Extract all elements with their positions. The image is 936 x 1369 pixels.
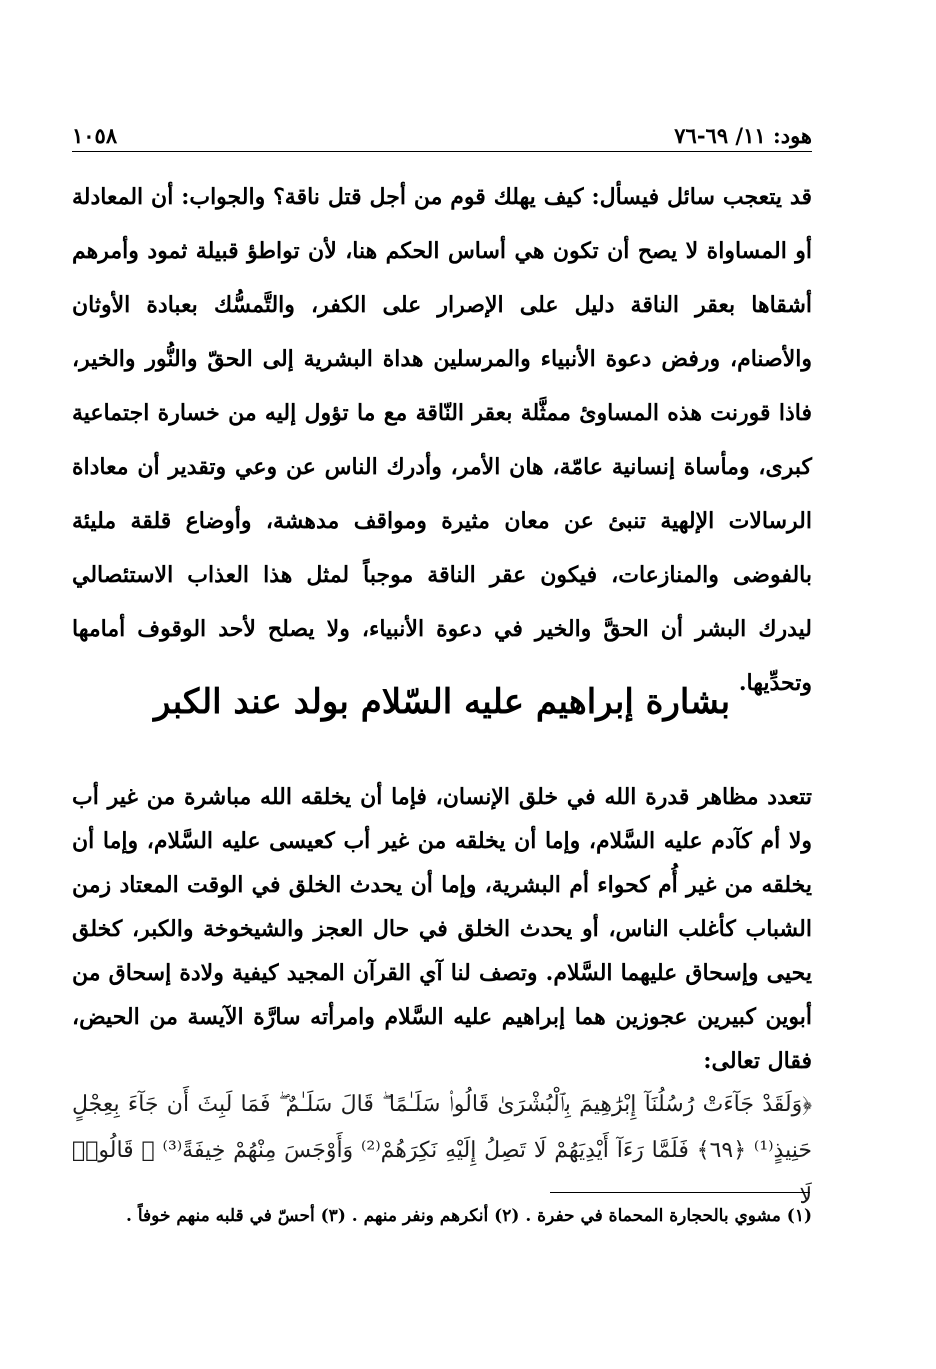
header-divider xyxy=(72,151,812,152)
section-heading: بشارة إبراهيم عليه السّلام بولد عند الكبر xyxy=(153,682,731,722)
quran-verse: ﴿وَلَقَدْ جَآءَتْ رُسُلُنَآ إِبْرَٰهِيمَ بِٱلْبُشْرَىٰ قَالُوا۟ سَلَـٰمًا ۖ قَالَ سَلَـٰمٌ ۖ فَمَا لَبِثَ أَن جَآءَ بِعِجْلٍ حَنِيذٍ⁽¹⁾ ﴿٦٩﴾ فَلَمَّا رَءَآ أَيْدِيَهُمْ لَا تَصِلُ إِلَيْهِ نَكِرَهُمْ⁽²⁾ وَأَوْجَسَ مِنْهُمْ خِيفَةً⁽³⁾ ۚ قَالُوا۟ لَا xyxy=(72,1092,812,1209)
chapter-reference: هود: ١١/ ٦٩-٧٦ xyxy=(674,123,812,148)
page-number: ١٠٥٨ xyxy=(72,123,118,148)
commentary-paragraph: قد يتعجب سائل فيسأل: كيف يهلك قوم من أجل قتل ناقة؟ والجواب: أن المعادلة أو المساواة لا يصح أن تكون هي أساس الحكم هنا، لأن تواطؤ قبيلة ثمود وأمرهم أشقاها بعقر الناقة دليل على الإصرار على الكفر، والتَّمسُّك بعبادة الأوثان والأصنام، ورفض دعوة الأنبياء والمرسلين هداة البشرية إلى الحقّ والنُّور والخير، فاذا قورنت هذه المساوئ ممثَّلة بعقر النّاقة مع ما تؤول إليه من خسارة اجتماعية كبرى، ومأساة إنسانية عامّة، هان الأمر، وأدرك الناس عن وعي وتقدير أن معاداة الرسالات الإلهية تنبئ عن معان مثيرة ومواقف مدهشة، وأوضاع قلقة مليئة بالفوضى والمنازعات، فيكون عقر الناقة موجباً لمثل هذا العذاب الاستئصالي ليدرك البشر أن الحقَّ والخير في دعوة الأنبياء، ولا يصلح لأحد الوقوف أمامها وتحدِّيها. xyxy=(72,184,812,696)
footnotes: (١) مشوي بالحجارة المحماة في حفرة . (٢) أنكرهم ونفر منهم . (٣) أحسّ في قلبه منهم خوفاً . xyxy=(126,1206,812,1226)
page-header xyxy=(72,112,812,148)
intro-paragraph: تتعدد مظاهر قدرة الله في خلق الإنسان، فإما أن يخلقه الله مباشرة من غير أب ولا أم كآدم عليه السَّلام، وإما أن يخلقه من غير أب كعيسى عليه السَّلام، وإما أن يخلقه من غير أُم كحواء أم البشرية، وإما أن يحدث الخلق في الوقت المعتاد زمن الشباب كأغلب الناس، أو يحدث الخلق في حال العجز والشيخوخة والكبر، كخلق يحيى وإسحاق عليهما السَّلام. وتصف لنا آي القرآن المجيد كيفية ولادة إسحاق من أبوين كبيرين عجوزين هما إبراهيم عليه السَّلام وامرأته سارَّة الآيسة من الحيض، فقال تعالى: xyxy=(72,784,812,1074)
footnote-divider xyxy=(550,1192,810,1193)
